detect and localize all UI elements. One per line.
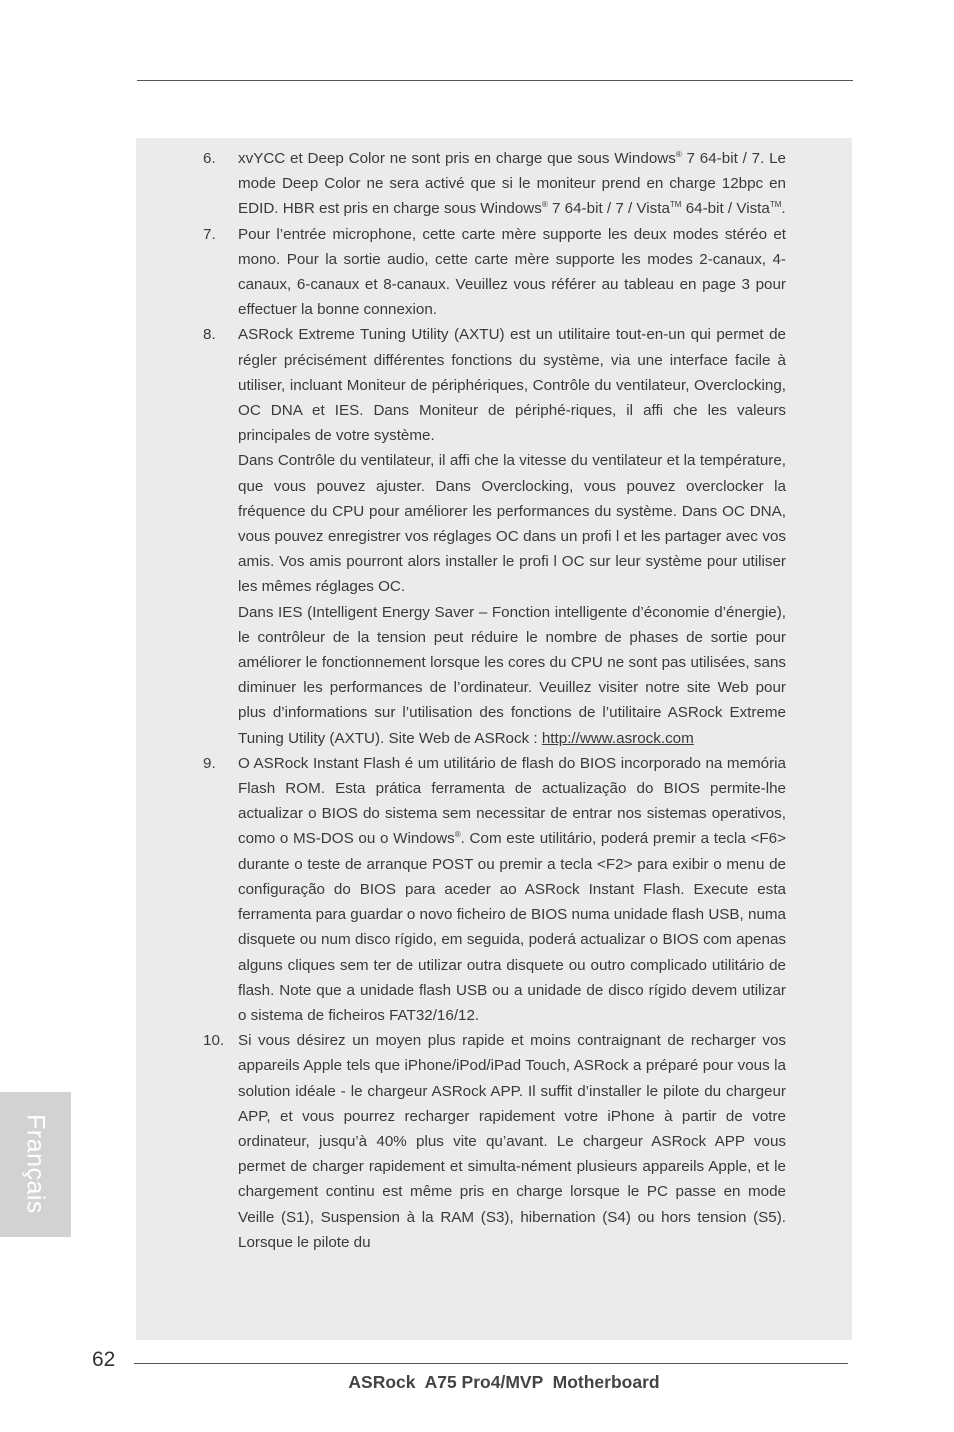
content-box	[136, 138, 852, 1340]
notes-list	[136, 146, 852, 1255]
item-text: xvYCC et Deep Color ne sont pris en charge que sous Windows® 7 64-bit / 7. Le mode Deep Color ne sera activé que si le moniteur prend en charge 12bpc en EDID. HBR est pris en charge sous Windows® 7 64-bit / 7 / Vista™ 64-bit / Vista™.	[238, 150, 786, 218]
language-side-tab	[0, 1092, 71, 1237]
item-number: 10.	[203, 1032, 225, 1050]
item-number: 7.	[203, 225, 216, 243]
item-paragraph-2: Dans Contrôle du ventilateur, il affi che la vitesse du ventilateur et la température, que vous pouvez ajuster. Dans Overclocking, vous pouvez overclocker la fréquence du CPU pour améliorer les performances du système. Dans OC DNA, vous pouvez enregistrer vos réglages OC dans un profi l et les partager avec vos amis. Vos amis pourront alors installer le profi l OC sur leur système pour utiliser les mêmes réglages OC.	[238, 452, 786, 596]
bottom-rule	[134, 1363, 848, 1364]
page-number: 62	[92, 1348, 116, 1371]
item-number: 9.	[203, 754, 216, 772]
item-text: O ASRock Instant Flash é um utilitário de flash do BIOS incorporado na memória Flash ROM. Esta prática ferramenta de actualização do BIOS permite-lhe actualizar o BIOS do sistema sem necessitar de entrar nos sistemas operativos, como o MS-DOS ou o Windows®. Com este utilitário, poderá premir a tecla <F6> durante o teste de arranque POST ou premir a tecla <F2> para exibir o menu de configuração do BIOS para aceder ao ASRock Instant Flash. Execute esta ferramenta para guardar o novo ficheiro de BIOS numa unidade flash USB, numa disquete ou num disco rígido, em seguida, poderá actualizar o BIOS com apenas alguns cliques sem ter de utilizar outra disquete ou outro complicado utilitário de flash. Note que a unidade flash USB ou a unidade de disco rígido devem utilizar o sistema de ficheiros FAT32/16/12.	[238, 754, 786, 1024]
list-item-6	[136, 146, 852, 222]
top-rule	[137, 80, 853, 81]
asrock-website-link[interactable]: http://www.asrock.com	[541, 729, 694, 747]
item-paragraph-1: ASRock Extreme Tuning Utility (AXTU) est un utilitaire tout-en-un qui permet de régler précisément différentes fonctions du système, via une interface facile à utiliser, incluant Moniteur de périphériques, Contrôle du ventilateur, Overclocking, OC DNA et IES. Dans Moniteur de périphé-riques, il affi che les valeurs principales de votre système.	[238, 326, 786, 445]
footer-title: ASRock A75 Pro4/MVP Motherboard	[348, 1372, 660, 1392]
item-number: 8.	[203, 326, 216, 344]
list-item-7	[136, 222, 852, 323]
item-paragraph-3: Dans IES (Intelligent Energy Saver – Fonction intelligente d’économie d’énergie), le contrôleur de la tension peut réduire le nombre de phases de sortie pour améliorer le fonctionnement lorsque les cores du CPU ne sont pas utilisées, sans diminuer les performances de l’ordinateur. Veuillez visiter notre site Web pour plus d’informations sur l’utilisation des fonctions de l’utilitaire ASRock Extreme Tuning Utility (AXTU). Site Web de ASRock : http://www.asrock.com	[238, 603, 786, 747]
list-item-9	[136, 751, 852, 1028]
language-label: Français	[21, 1114, 50, 1214]
list-item-8	[136, 322, 852, 750]
item-text: Si vous désirez un moyen plus rapide et moins contraignant de recharger vos appareils Apple tels que iPhone/iPod/iPad Touch, ASRock a préparé pour vous la solution idéale - le chargeur ASRock APP. Il suffit d’installer le pilote du chargeur APP, et vous pourrez recharger rapidement votre iPhone à partir de votre ordinateur, jusqu’à 40% plus vite qu’avant. Le chargeur ASRock APP vous permet de charger rapidement et simulta-nément plusieurs appareils Apple, et le chargement continu est même pris en charge lorsque le PC passe en mode Veille (S1), Suspension à la RAM (S3), hibernation (S4) ou hors tension (S5). Lorsque le pilote du	[238, 1032, 786, 1251]
item-number: 6.	[203, 150, 216, 167]
list-item-10	[136, 1028, 852, 1255]
item-text: Pour l’entrée microphone, cette carte mère supporte les deux modes stéréo et mono. Pour la sortie audio, cette carte mère supporte les modes 2-canaux, 4-canaux, 6-canaux et 8-canaux. Veuillez vous référer au tableau en page 3 pour effectuer la bonne connexion.	[238, 225, 786, 319]
